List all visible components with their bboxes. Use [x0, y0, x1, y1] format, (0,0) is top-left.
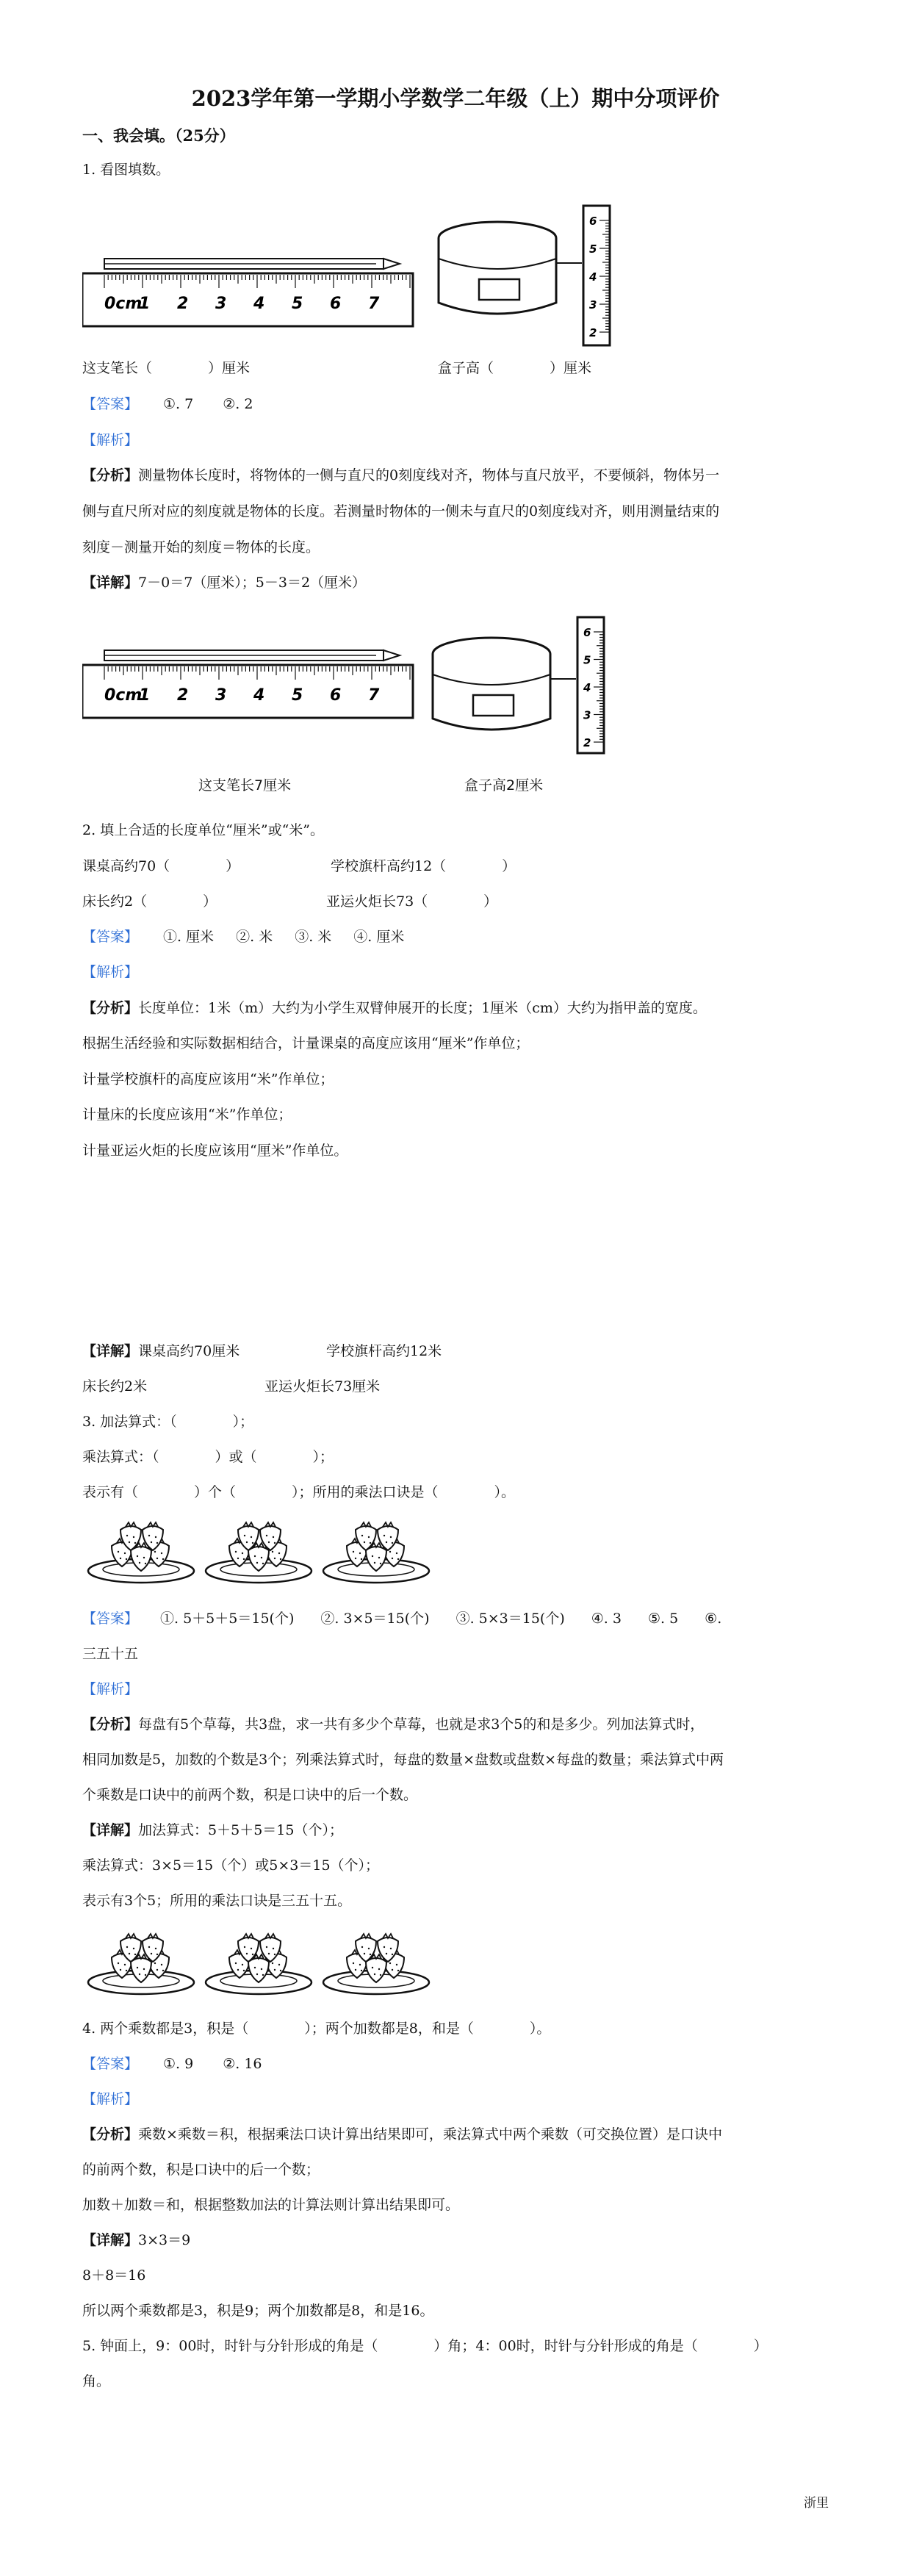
ruler-number: 2: [589, 326, 597, 339]
q2-fenxi-line: 根据生活经验和实际数据相结合，计量课桌的高度应该用“厘米”作单位；: [82, 1035, 530, 1051]
ruler-number: 5: [589, 242, 597, 256]
ruler-number: 6: [583, 626, 591, 639]
q2-detail: 床长约2米: [82, 1378, 148, 1395]
q1-detail: 【详解】7－0＝7（厘米）；5－3＝2（厘米）: [82, 575, 367, 591]
section-heading: 一、我会填。（25分）: [82, 126, 235, 145]
q1-fenxi-line: 侧与直尺所对应的刻度就是物体的长度。若测量时物体的一侧未与直尺的0刻度线对齐，则用测量结束的: [82, 503, 720, 519]
q3-line: 表示有（ ）个（ ）；所用的乘法口诀是（ ）。: [82, 1484, 516, 1500]
q1-fenxi-line: 刻度－测量开始的刻度＝物体的长度。: [82, 539, 320, 555]
q2-item: 亚运火炬长73（ ）: [326, 893, 498, 910]
q2-item: 床长约2（ ）: [82, 893, 217, 910]
analysis-label: 【解析】: [82, 432, 139, 448]
q3-detail: 乘法算式：3×5＝15（个）或5×3＝15（个）；: [82, 1857, 380, 1874]
q4-detail: 【详解】3×3＝9: [82, 2232, 191, 2248]
page-footer: 浙里: [804, 2496, 829, 2511]
ruler-number: 6: [330, 295, 342, 313]
ruler-number: 4: [253, 295, 265, 313]
strawberry-plates-figure: [82, 1514, 450, 1594]
q2-fenxi-line: 【分析】长度单位：1米（m）大约为小学生双臂伸展开的长度；1厘米（cm）大约为指甲盖的宽度。: [82, 1000, 707, 1016]
q5-line: 角。: [82, 2373, 111, 2389]
q3-fenxi-line: 【分析】每盘有5个草莓，共3盘，求一共有多少个草莓，也就是求3个5的和是多少。列加法算式时，: [82, 1716, 705, 1733]
pen-ruler-figure: [82, 193, 420, 350]
strawberry-plate: [323, 1522, 429, 1583]
q4-line: 4. 两个乘数都是3，积是（ ）；两个加数都是8，和是（ ）。: [82, 2021, 551, 2037]
ruler-number: 3: [215, 295, 227, 313]
q2-prompt: 2. 填上合适的长度单位“厘米”或“米”。: [82, 822, 325, 838]
q2-detail: 学校旗杆高约12米: [326, 1343, 442, 1359]
ruler-number: 5: [583, 653, 591, 667]
q2-item: 学校旗杆高约12（ ）: [331, 858, 516, 874]
q1-answer: [82, 395, 253, 414]
ruler-number: 2: [177, 686, 189, 705]
pen-ruler-figure-solution: [82, 610, 420, 735]
q4-detail: 所以两个乘数都是3，积是9；两个加数都是8，和是16。: [82, 2303, 434, 2319]
ruler-number: 3: [589, 298, 597, 312]
q3-detail: 表示有3个5；所用的乘法口诀是三五十五。: [82, 1893, 352, 1909]
q1-prompt: 1. 看图填数。: [82, 162, 170, 178]
ruler-number: 6: [330, 686, 342, 705]
q3-answer: 【答案】 ①. 5＋5＋5＝15(个) ②. 3×5＝15(个) ③. 5×3＝15(个) ④. 3 ⑤. 5 ⑥.: [82, 1611, 722, 1627]
analysis-label: 【解析】: [82, 2091, 139, 2107]
q4-fenxi-line: 【分析】乘数×乘数＝积，根据乘法口诀计算出结果即可，乘法算式中两个乘数（可交换位置）是口诀中: [82, 2126, 722, 2143]
q3-fenxi-line: 个乘数是口诀中的前两个数，积是口诀中的后一个数。: [82, 1787, 418, 1803]
q2-fenxi-line: 计量床的长度应该用“米”作单位；: [82, 1107, 292, 1123]
q4-fenxi-line: 加数＋加数＝和，根据整数加法的计算法则计算出结果即可。: [82, 2197, 460, 2213]
ruler-number: 7: [368, 686, 380, 705]
ruler-number: 0cm: [104, 295, 143, 313]
answer-label: 【答案】: [82, 396, 139, 412]
strawberry-plates-figure-solution: [82, 1925, 450, 2006]
strawberry-plate: [206, 1934, 312, 1994]
q4-detail: 8＋8＝16: [82, 2267, 146, 2284]
q2-answer: 【答案】 ①. 厘米 ②. 米 ③. 米 ④. 厘米: [82, 929, 405, 945]
q5-line: 5. 钟面上，9：00时，时针与分针形成的角是（ ）角；4：00时，时针与分针形成的角是（ ）: [82, 2338, 768, 2354]
ruler-number: 4: [583, 681, 591, 694]
page-title: 2023学年第一学期小学数学二年级（上）期中分项评价: [191, 86, 720, 111]
strawberry-plate: [88, 1522, 194, 1583]
box-ruler-figure-solution: [429, 610, 620, 757]
ruler-number: 1: [139, 295, 151, 313]
q2-detail: 【详解】课桌高约70厘米: [82, 1343, 240, 1359]
ruler-number: 3: [215, 686, 227, 705]
q2-fenxi-line: 计量亚运火炬的长度应该用“厘米”作单位。: [82, 1143, 348, 1159]
strawberry-plate: [323, 1934, 429, 1994]
q4-fenxi-line: 的前两个数，积是口诀中的后一个数；: [82, 2162, 320, 2178]
analysis-label: 【解析】: [82, 1681, 139, 1697]
pen-caption: 这支笔长7厘米: [198, 777, 292, 794]
q3-fenxi-line: 相同加数是5，加数的个数是3个；列乘法算式时，每盘的数量×盘数或盘数×每盘的数量；乘法算式中两: [82, 1752, 724, 1768]
q3-line: 乘法算式：（ ）或（ ）；: [82, 1449, 334, 1465]
ruler-number: 6: [589, 215, 597, 228]
box-ruler-figure: [435, 193, 626, 350]
ruler-number: 4: [253, 686, 265, 705]
q3-answer-tail: 三五十五: [82, 1646, 139, 1662]
box-height-blank: 盒子高（ ）厘米: [438, 360, 592, 376]
answer-item: ①. 7: [163, 396, 194, 412]
ruler-number: 4: [589, 270, 597, 284]
q2-fenxi-line: 计量学校旗杆的高度应该用“米”作单位；: [82, 1071, 334, 1087]
q1-fenxi-line: 【分析】测量物体长度时，将物体的一侧与直尺的0刻度线对齐，物体与直尺放平，不要倾斜，物体另一: [82, 467, 720, 483]
strawberry-plate: [206, 1522, 312, 1583]
q3-line: 3. 加法算式：（ ）；: [82, 1414, 254, 1430]
answer-item: ②. 2: [223, 396, 253, 412]
q2-detail: 亚运火炬长73厘米: [264, 1378, 381, 1395]
ruler-number: 7: [368, 295, 380, 313]
ruler-number: 2: [583, 736, 591, 749]
q3-detail: 【详解】加法算式：5＋5＋5＝15（个）；: [82, 1822, 343, 1838]
q2-item: 课桌高约70（ ）: [82, 858, 240, 874]
strawberry-plate: [88, 1934, 194, 1994]
ruler-number: 5: [292, 686, 303, 705]
q4-answer: 【答案】 ①. 9 ②. 16: [82, 2056, 262, 2072]
pen-length-blank: 这支笔长（ ）厘米: [82, 360, 251, 376]
ruler-number: 3: [583, 708, 591, 722]
ruler-number: 5: [292, 295, 303, 313]
box-caption: 盒子高2厘米: [464, 777, 544, 794]
ruler-number: 0cm: [104, 686, 143, 705]
ruler-number: 2: [177, 295, 189, 313]
ruler-number: 1: [139, 686, 151, 705]
analysis-label: 【解析】: [82, 964, 139, 980]
